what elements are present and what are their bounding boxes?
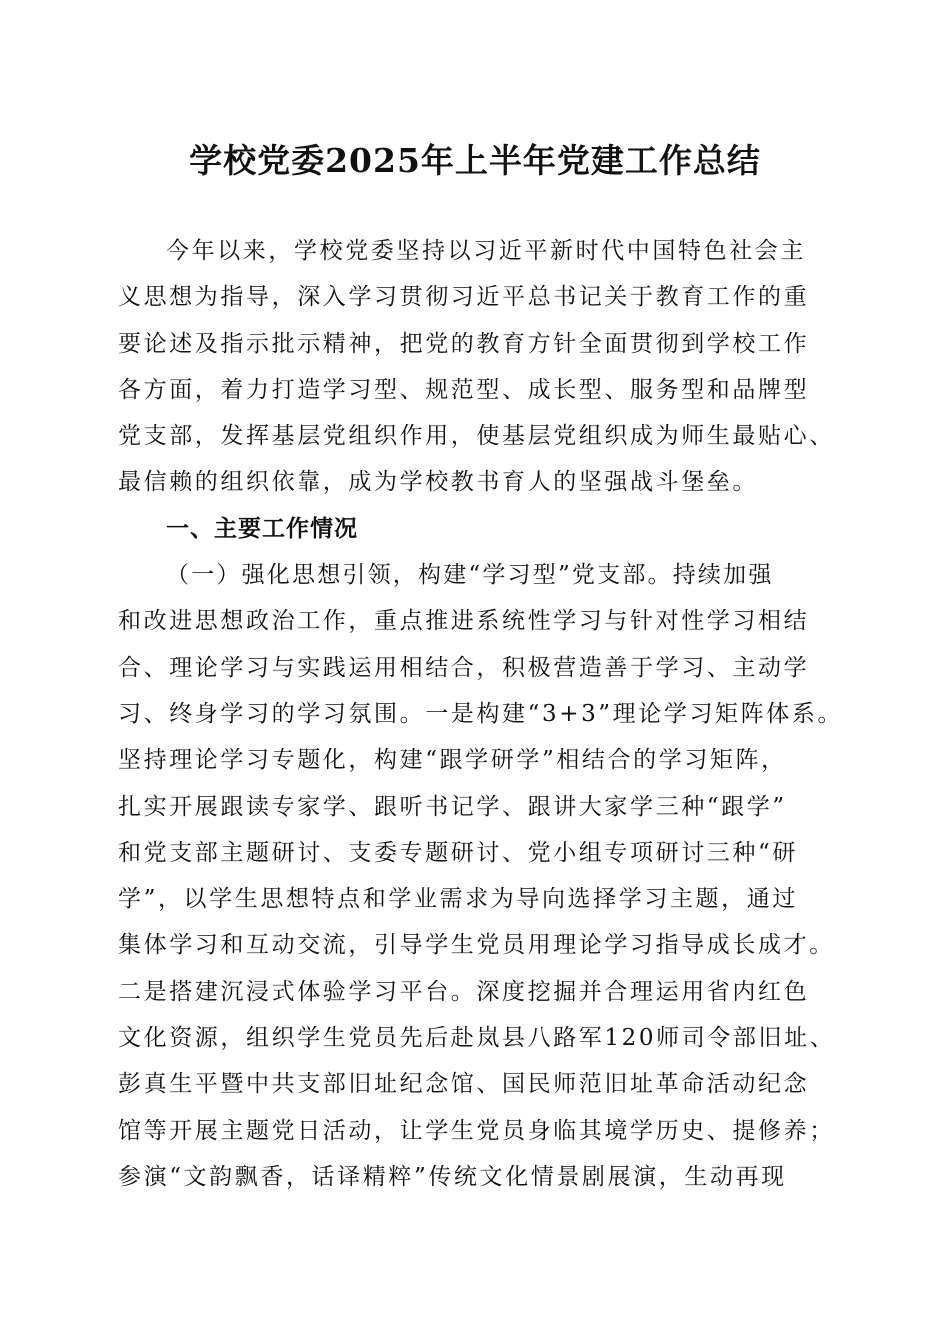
paragraph-line: 合、理论学习与实践运用相结合，积极营造善于学习、主动学 xyxy=(118,654,810,681)
paragraph-line: 要论述及指示批示精神，把党的教育方针全面贯彻到学校工作 xyxy=(118,330,810,357)
document-body xyxy=(118,228,858,1200)
paragraph-line: 彭真生平暨中共支部旧址纪念馆、国民师范旧址革命活动纪念 xyxy=(118,1071,810,1098)
paragraph-line: （一）强化思想引领，构建“学习型”党支部。持续加强 xyxy=(166,562,774,589)
paragraph-line: 各方面，着力打造学习型、规范型、成长型、服务型和品牌型 xyxy=(118,376,810,403)
paragraph-line: 党支部，发挥基层党组织作用，使基层党组织成为师生最贴心、 xyxy=(118,423,835,450)
document-title: 学校党委2025年上半年党建工作总结 xyxy=(189,141,761,180)
paragraph-line: 二是搭建沉浸式体验学习平台。深度挖掘并合理运用省内红色 xyxy=(118,978,810,1005)
paragraph-line: 最信赖的组织依靠，成为学校教书育人的坚强战斗堡垒。 xyxy=(118,469,758,496)
paragraph-line: 和改进思想政治工作，重点推进系统性学习与针对性学习相结 xyxy=(118,608,810,635)
section-heading: 一、主要工作情况 xyxy=(166,515,358,542)
paragraph-line: 习、终身学习的学习氛围。一是构建“3+3”理论学习矩阵体系。 xyxy=(118,700,844,727)
paragraph-line: 今年以来，学校党委坚持以习近平新时代中国特色社会主 xyxy=(166,238,806,264)
paragraph-line: 义思想为指导，深入学习贯彻习近平总书记关于教育工作的重 xyxy=(118,284,810,311)
paragraph-line: 坚持理论学习专题化，构建“跟学研学”相结合的学习矩阵， xyxy=(118,747,787,774)
paragraph-line: 参演“文韵飘香，话译精粹”传统文化情景剧展演，生动再现 xyxy=(118,1163,787,1190)
paragraph-line: 集体学习和互动交流，引导学生党员用理论学习指导成长成才。 xyxy=(118,932,835,959)
paragraph-line: 馆等开展主题党日活动，让学生党员身临其境学历史、提修养； xyxy=(118,1117,835,1144)
paragraph-line: 学”，以学生思想特点和学业需求为导向选择学习主题，通过 xyxy=(118,886,798,913)
paragraph-line: 文化资源，组织学生党员先后赴岚县八路军120师司令部旧址、 xyxy=(118,1025,836,1052)
paragraph-line: 扎实开展跟读专家学、跟听书记学、跟讲大家学三种“跟学” xyxy=(118,793,787,820)
paragraph-line: 和党支部主题研讨、支委专题研讨、党小组专项研讨三种“研 xyxy=(118,839,798,866)
